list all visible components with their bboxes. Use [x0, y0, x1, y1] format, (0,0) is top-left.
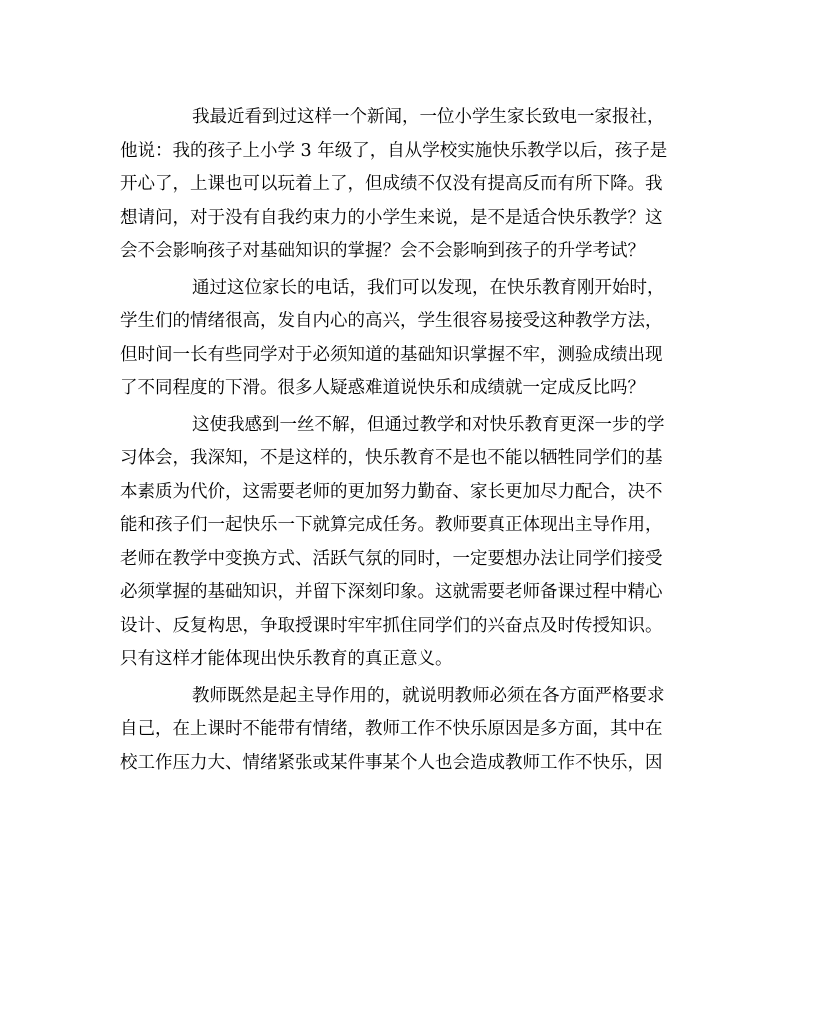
text-line: 这使我感到一丝不解，但通过教学和对快乐教育更深一步的学 [192, 414, 665, 435]
paragraph-3 [120, 409, 700, 677]
text-line: 能和孩子们一起快乐一下就算完成任务。教师要真正体现出主导作用， [120, 515, 663, 535]
paragraph-2 [120, 272, 700, 406]
text-line: 会不会影响孩子对基础知识的掌握？会不会影响到孩子的升学考试？ [120, 241, 645, 261]
text-line: 想请问，对于没有自我约束力的小学生来说，是不是适合快乐教学？这 [120, 207, 663, 228]
paragraph-1 [120, 101, 700, 269]
text-line: 自己，在上课时不能带有情绪，教师工作不快乐原因是多方面，其中在 [120, 719, 663, 739]
text-line: 本素质为代价，这需要老师的更加努力勤奋、家长更加尽力配合，决不 [120, 481, 663, 502]
text-line: 开心了，上课也可以玩着上了，但成绩不仅没有提高反而有所下降。我 [120, 174, 663, 194]
text-line: 教师既然是起主导作用的，就说明教师必须在各方面严格要求 [192, 685, 665, 706]
text-line: 通过这位家长的电话，我们可以发现，在快乐教育刚开始时， [192, 277, 665, 298]
text-line: 只有这样才能体现出快乐教育的真正意义。 [120, 649, 453, 669]
text-line: 设计、反复构思，争取授课时牢牢抓住同学们的兴奋点及时传授知识。 [120, 615, 663, 636]
text-line: 学生们的情绪很高，发自内心的高兴，学生很容易接受这种教学方法， [120, 311, 663, 331]
document-body [120, 101, 700, 780]
text-line: 必须掌握的基础知识，并留下深刻印象。这就需要老师备课过程中精心 [120, 582, 663, 602]
text-line: 但时间一长有些同学对于必须知道的基础知识掌握不牢，测验成绩出现 [120, 344, 663, 365]
text-line: 习体会，我深知，不是这样的，快乐教育不是也不能以牺牲同学们的基 [120, 448, 663, 468]
text-line: 他说：我的孩子上小学 3 年级了，自从学校实施快乐教学以后，孩子是 [120, 140, 668, 161]
paragraph-4 [120, 680, 700, 781]
text-line: 校工作压力大、情绪紧张或某件事某个人也会造成教师工作不快乐，因 [120, 752, 663, 773]
text-line: 我最近看到过这样一个新闻，一位小学生家长致电一家报社， [192, 107, 665, 127]
text-line: 老师在教学中变换方式、活跃气氛的同时，一定要想办法让同学们接受 [120, 548, 663, 569]
text-line: 了不同程度的下滑。很多人疑惑难道说快乐和成绩就一定成反比吗？ [120, 378, 645, 398]
